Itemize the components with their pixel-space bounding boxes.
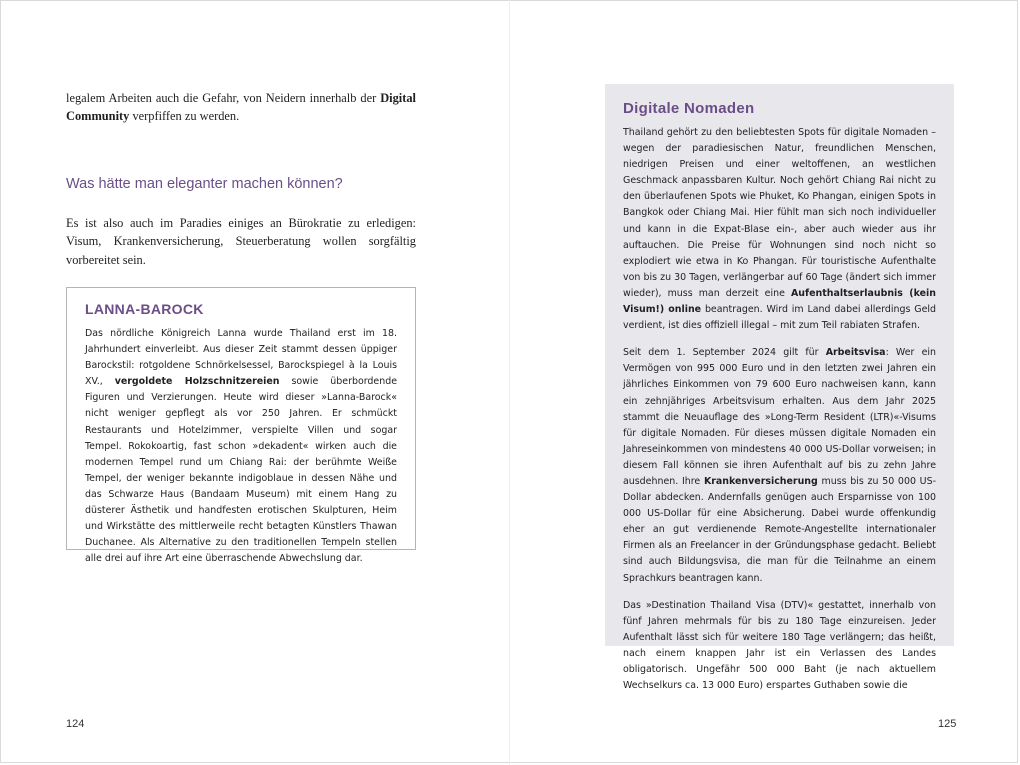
intro-paragraph: legalem Arbeiten auch die Gefahr, von Neidern innerhalb der Digital Community verpfiffen zu werden. bbox=[66, 91, 416, 124]
bold-krankenversicherung: Krankenversicherung bbox=[703, 475, 818, 487]
bold-aufenthaltserlaubnis: Aufenthaltserlaubnis (kein Visum!) online bbox=[623, 287, 936, 316]
lanna-box-text: Das nördliche Königreich Lanna wurde Thailand erst im 18. Jahrhundert einverleibt. Aus dieser Zeit stammt dessen üppiger Barockstil: rotgoldene Schnörkelsessel, Barockspiegel à la Louis XV., vergoldete Holzschnitzereien sowie überbordende Figuren und Verzierungen. Heute wird dieser »Lanna-Barock« nicht weniger gepflegt als vor 250 Jahren. Er schmückt Restaurants und Hotelzimmer, verspielte Villen und sogar Tempel. Rokokoartig, fast schon »dekadent« wirken auch die modernen Tempel rund um Chiang Rai: der berühmte Weiße Tempel, der weniger bekannte indigoblaue in dessen Nähe und das Schwarze Haus (Bandaam Museum) mit einem Hang zu düsterer Ästhetik und handfesten erotischen Skulpturen, Heim und Wirkstätte des mittlerweile recht betagten Künstlers Thawan Duchanee. Als Alternative zu den traditionellen Tempeln stellen alle drei auf ihre Art eine überraschende Abwechslung dar. bbox=[85, 328, 398, 565]
page-number-right: 125 bbox=[938, 718, 957, 730]
nomaden-paragraph-2: Seit dem 1. September 2024 gilt für Arbeitsvisa: Wer ein Vermögen von 995 000 Euro und in den letzten zwei Jahren ein jährliches Einkommen von 79 600 Euro nachweisen kann, kann ein zehnjähriges Arbeitsvisum erhalten. Aus dem Jahr 2025 stammt die Neuauflage des »Long-Term Resident (LTR)«-Visums für digitale Nomaden. Für dieses müssen digitale Nomaden ein Jahreseinkommen von mindestens 40 000 US-Dollar vorweisen; in diesem Fall können sie ihren Aufenthalt auf bis zu zehn Jahre ausdehnen. Ihre Krankenversicherung muss bis zu 50 000 US-Dollar abdecken. Andernfalls genügen auch Ersparnisse von 100 000 US-Dollar für eine Absicherung. Dabei wurde offenkundig eher an gut verdienende Remote-Angestellte internationaler Firmen als an Freelancer in der Gründungsphase gedacht. Beliebt sind auch Bildungsvisa, die man für die Teilnahme an einem Sprachkurs beantragen kann. bbox=[623, 347, 936, 584]
bold-arbeitsvisa: Arbeitsvisa bbox=[825, 347, 886, 359]
section-heading: Was hätte man eleganter machen können? bbox=[66, 176, 343, 192]
bold-holzschnitzereien: vergoldete Holzschnitzereien bbox=[114, 376, 280, 388]
nomaden-box-title: Digitale Nomaden bbox=[623, 100, 755, 117]
nomaden-paragraph-1: Thailand gehört zu den beliebtesten Spots für digitale Nomaden – wegen der paradiesischen Natur, freundlichen Menschen, niedrigen Preisen und einer weltoffenen, an westlichen Geschmack anpassbaren Kultur. Noch gehört Chiang Rai nicht zu den überlaufenen Spots wie Phuket, Ko Phangan, einigen Spots in Bangkok oder Chiang Mai. Hier fühlt man sich noch individueller und kann in die Expat-Blase ein-, aber auch wieder aus ihr auftauchen. Die Preise für Wohnungen sind noch nicht so explodiert wie etwa in Ko Phangan. Für touristische Aufenthalte von bis zu 30 Tagen, verlängerbar auf 60 Tage (ändert sich immer wieder), muss man derzeit eine Aufenthaltserlaubnis (kein Visum!) online beantragen. Wird im Land dabei allerdings Geld verdient, ist dies offiziell illegal – mit zum Teil rabiaten Strafen. bbox=[623, 127, 936, 332]
book-spine bbox=[509, 0, 510, 765]
digitale-nomaden-box bbox=[605, 84, 954, 692]
nomaden-paragraph-3: Das »Destination Thailand Visa (DTV)« gestattet, innerhalb von fünf Jahren mehrmals für bis zu 180 Tage einzureisen. Jeder Aufenthalt lässt sich für weitere 180 Tage verlängern; das heißt, nach einem knappen Jahr ist ein Verlassen des Landes obligatorisch. Ungefähr 500 000 Baht (je nach aktuellem Wechselkurs ca. 13 000 Euro) erspartes Guthaben sowie die bbox=[623, 599, 936, 692]
bold-digital-community: Digital Community bbox=[66, 91, 416, 124]
lanna-barock-box bbox=[66, 287, 416, 565]
page-number-left: 124 bbox=[66, 718, 85, 730]
bureaucracy-paragraph: Es ist also auch im Paradies einiges an Bürokratie zu erledigen: Visum, Krankenversicherung, Steuerberatung wollen sorgfältig vorbereitet sein. bbox=[66, 216, 416, 267]
lanna-box-title: LANNA-BAROCK bbox=[85, 301, 204, 317]
